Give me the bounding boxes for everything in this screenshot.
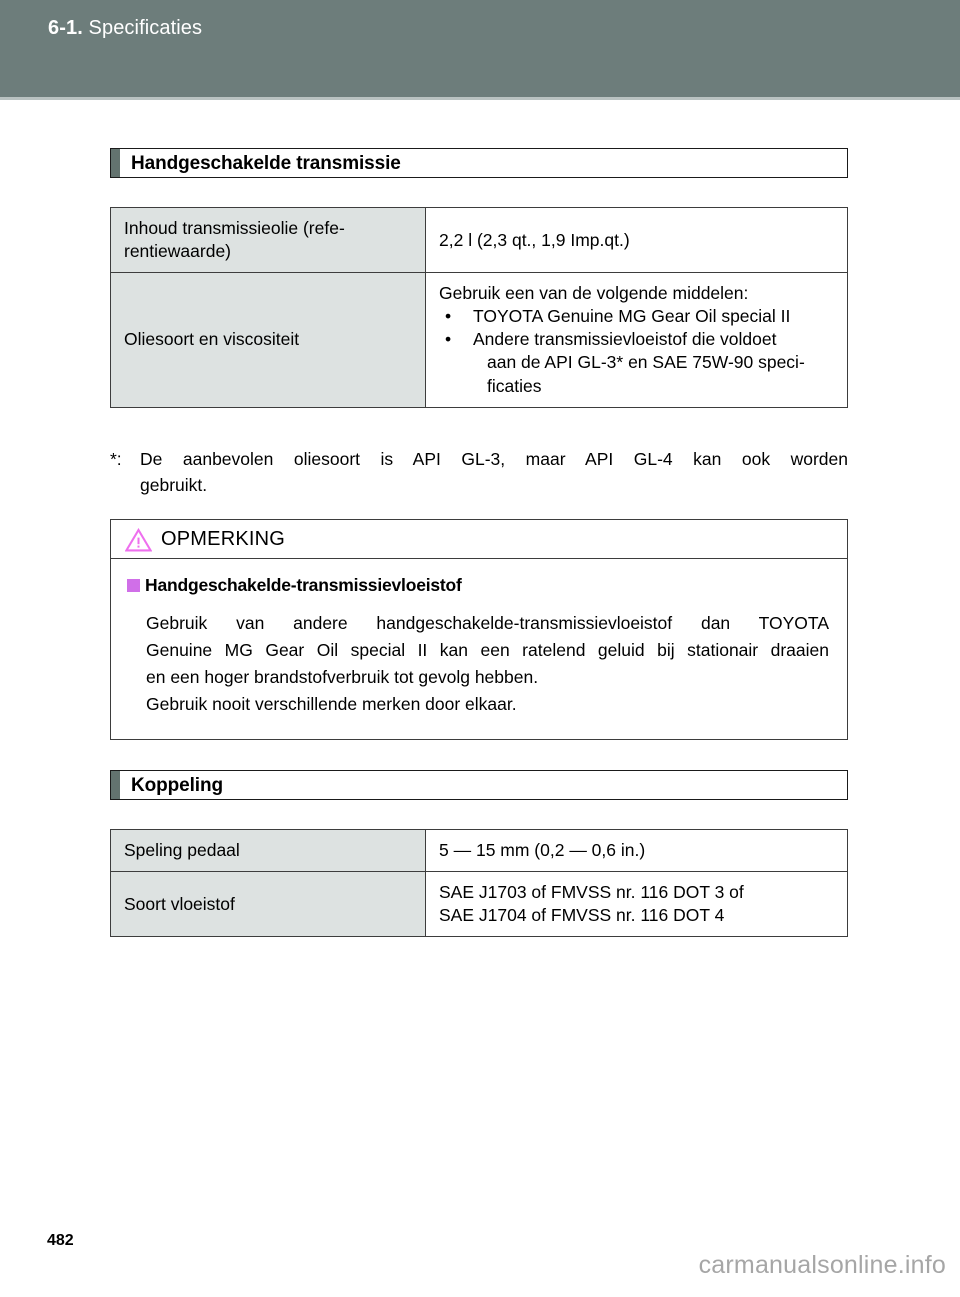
row-label-fluid-type: Soort vloeistof [111,872,426,937]
label-line-1: Inhoud transmissieolie (refe- [124,218,345,238]
page-number: 482 [47,1232,74,1249]
notice-subheading-text: Handgeschakelde-transmissievloeistof [145,575,462,595]
table-row [111,872,848,937]
footnote-line-1: De aanbevolen oliesoort is API GL-3, maar API GL-4 kan ook worden [140,449,848,469]
footnote-text [140,447,848,499]
notice-para-line-3: en een hoger brandstofverbruik tot gevolg hebben. [146,667,539,688]
section-title-koppeling [110,770,848,800]
notice-title: OPMERKING [161,528,286,550]
row-label-oil-capacity [111,208,426,273]
notice-box-opmerking [110,519,848,740]
footnote-api-gl [110,447,848,499]
section-title-label: Handgeschakelde transmissie [131,152,401,174]
notice-para-line-2: Genuine MG Gear Oil special II kan een ratelend geluid bij stationair draaien [146,640,829,661]
section-title-label: Koppeling [131,774,223,796]
notice-body [111,559,847,739]
row-value-oil-type [426,273,848,407]
bullet-dot-icon: • [445,306,452,327]
square-bullet-icon [127,579,140,592]
notice-subheading [127,575,831,596]
watermark: carmanualsonline.info [698,1251,946,1279]
table-row [111,830,848,872]
page-header-band [0,0,960,97]
bullet-text-line-3: ficaties [487,375,542,396]
fluid-type-line-2: SAE J1704 of FMVSS nr. 116 DOT 4 [439,905,725,926]
bullet-text: TOYOTA Genuine MG Gear Oil special II [473,306,791,327]
row-value-fluid-type [426,872,848,937]
footnote-line-2: gebruikt. [140,474,208,495]
table-row [111,208,848,273]
chapter-title: Specificaties [88,17,203,39]
row-value-oil-capacity: 2,2 l (2,3 qt., 1,9 Imp.qt.) [426,208,848,273]
row-value-pedal-freeplay: 5 — 15 mm (0,2 — 0,6 in.) [426,830,848,872]
list-item [445,328,834,397]
page-header-rule [0,97,960,100]
bullet-text-line-2: aan de API GL-3* en SAE 75W-90 speci- [487,352,805,373]
bullet-text-line-1: Andere transmissievloeistof die voldoet [473,329,777,350]
table-row [111,273,848,407]
list-item [445,305,834,328]
chapter-number: 6-1. [48,17,83,39]
notice-para-line-1: Gebruik van andere handgeschakelde-transmissievloeistof dan TOYOTA [146,613,829,633]
clutch-spec-table [110,829,848,937]
label-line-2: rentiewaarde) [124,241,231,262]
bullet-dot-icon: • [445,329,452,350]
fluid-type-line-1: SAE J1703 of FMVSS nr. 116 DOT 3 of [439,882,744,903]
footnote-marker: *: [110,449,122,469]
row-label-oil-type: Oliesoort en viscositeit [111,273,426,407]
notice-paragraph-2: Gebruik nooit verschillende merken door elkaar. [146,694,517,715]
oil-type-bullet-list [439,305,834,397]
row-label-pedal-freeplay: Speling pedaal [111,830,426,872]
notice-paragraph-1 [146,610,829,691]
transmission-spec-table [110,207,848,408]
chapter-header-title [48,17,202,40]
section-title-handgeschakelde-transmissie [110,148,848,178]
section-accent-bar [111,771,120,799]
warning-triangle-icon [125,528,152,552]
oil-type-intro: Gebruik een van de volgende middelen: [439,283,749,304]
section-accent-bar [111,149,120,177]
notice-header [111,520,847,559]
